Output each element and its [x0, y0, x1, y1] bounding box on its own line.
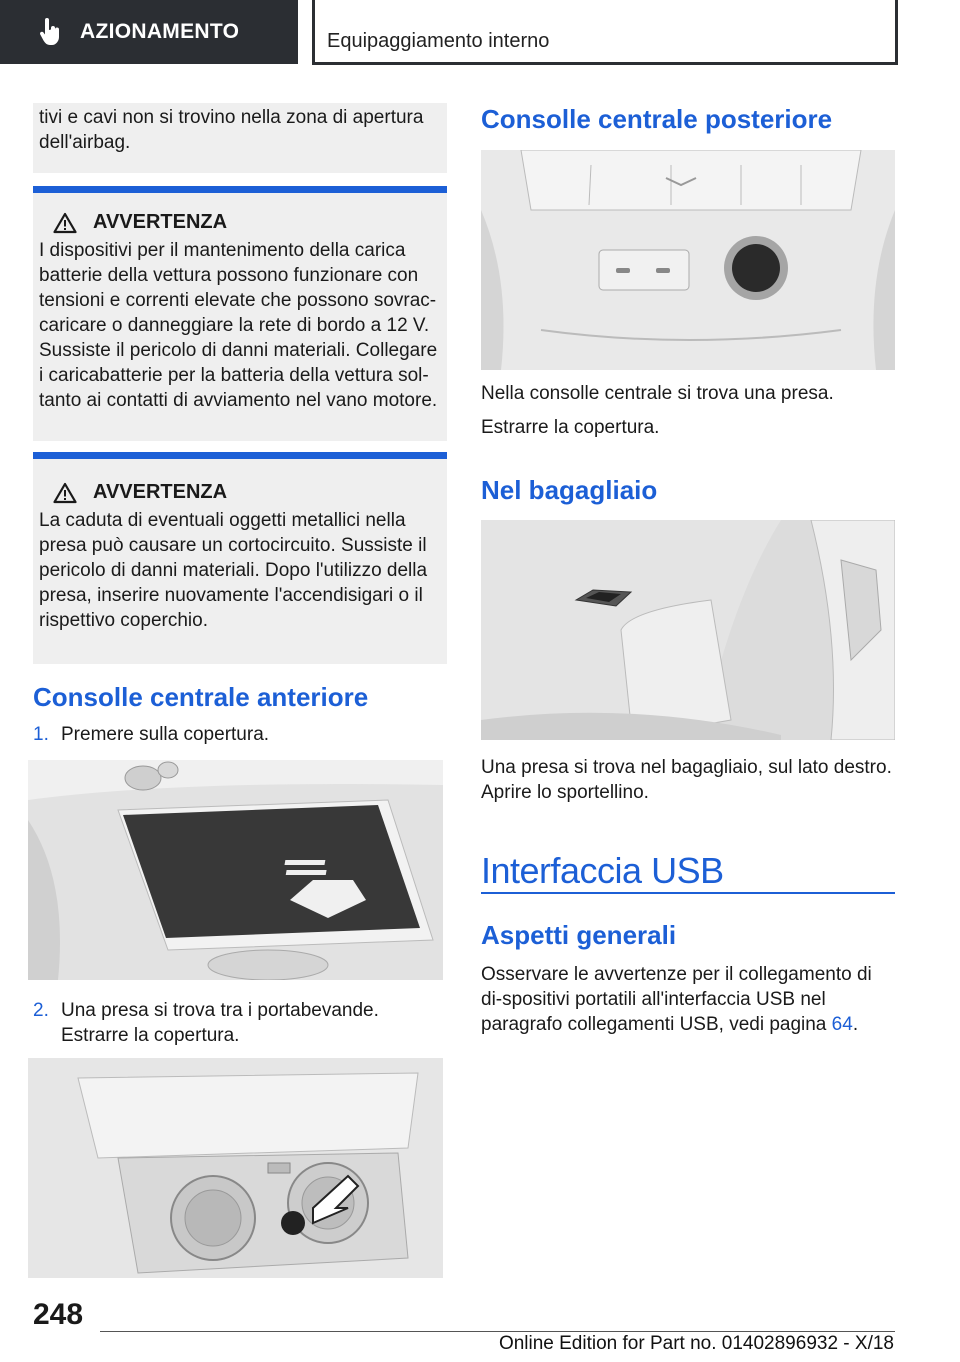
page-number: 248 [33, 1298, 84, 1331]
trunk-image [481, 520, 895, 740]
rear-console-illustration [481, 150, 895, 370]
warning-box-1 [33, 186, 447, 441]
intro-note-text: tivi e cavi non si trovino nella zona di apertura dell'airbag. [39, 107, 424, 153]
section-tab [0, 0, 298, 64]
rear-paragraph-2: Estrarre la copertura. [481, 417, 660, 438]
step-1-text: Premere sulla copertura. [61, 724, 270, 745]
warning-title-1-text: AVVERTENZA [93, 211, 228, 233]
trunk-paragraph-2: Aprire lo sportellino. [481, 782, 649, 803]
page-link[interactable]: 64 [831, 1014, 853, 1035]
footer-rule [100, 1331, 895, 1332]
general-text: Osservare le avvertenze per il collegamento di di-spositivi portatili all'interfaccia USB nel paragrafo collegamenti USB, vedi pagina [481, 964, 872, 1035]
rear-console-heading: Consolle centrale posteriore [481, 104, 833, 134]
footer-edition: Online Edition for Part no. 01402896932 - X/18 [498, 1333, 894, 1354]
front-console-heading: Consolle centrale anteriore [33, 682, 369, 712]
subsection-title: Equipaggiamento interno [327, 30, 550, 52]
section-title: AZIONAMENTO [80, 20, 240, 43]
step-2 [33, 998, 447, 1048]
trunk-heading: Nel bagagliaio [481, 475, 658, 505]
front-console-illustration [28, 760, 443, 980]
hand-pointer-icon [38, 17, 64, 47]
cupholder-illustration [28, 1058, 443, 1278]
step-2-number: 2. [33, 1000, 49, 1021]
usb-heading: Interfaccia USB [481, 850, 724, 891]
cupholder-image [28, 1058, 443, 1278]
general-paragraph [481, 962, 895, 1037]
usb-heading-rule [481, 892, 895, 894]
general-heading: Aspetti generali [481, 920, 677, 950]
warning-title-2-text: AVVERTENZA [93, 481, 228, 503]
front-console-image [28, 760, 443, 980]
warning-box-2 [33, 452, 447, 664]
subsection-frame [312, 0, 898, 65]
warning-text-1: I dispositivi per il mantenimento della carica batterie della vettura possono funzionare con tensioni e correnti elevate che possono sovrac-caricare o danneggiare la rete di bordo a 12 V. Sussiste il pericolo di danni materiali. Collegare i caricabatterie per la batteria della vettura sol-tanto ai contatti di avviamento nel vano motore. [39, 240, 438, 411]
warning-triangle-icon [53, 482, 77, 504]
step-2-text: Una presa si trova tra i portabevande. Estrarre la copertura. [61, 1000, 379, 1046]
general-end: . [852, 1014, 859, 1035]
rear-console-image [481, 150, 895, 370]
trunk-illustration [481, 520, 895, 740]
warning-title-2 [53, 481, 441, 504]
rear-paragraph-1: Nella consolle centrale si trova una presa. [481, 383, 834, 404]
intro-note-box [33, 103, 447, 173]
step-1 [33, 722, 447, 747]
warning-triangle-icon [53, 212, 77, 234]
warning-text-2: La caduta di eventuali oggetti metallici nella presa può causare un cortocircuito. Sussiste il pericolo di danni materiali. Dopo l'utilizzo della presa, inserire nuovamente l'accendisigari o il rispettivo coperchio. [39, 510, 428, 631]
trunk-paragraph-1: Una presa si trova nel bagagliaio, sul lato destro. [481, 757, 892, 778]
warning-title-1 [53, 211, 441, 234]
step-1-number: 1. [33, 724, 49, 745]
